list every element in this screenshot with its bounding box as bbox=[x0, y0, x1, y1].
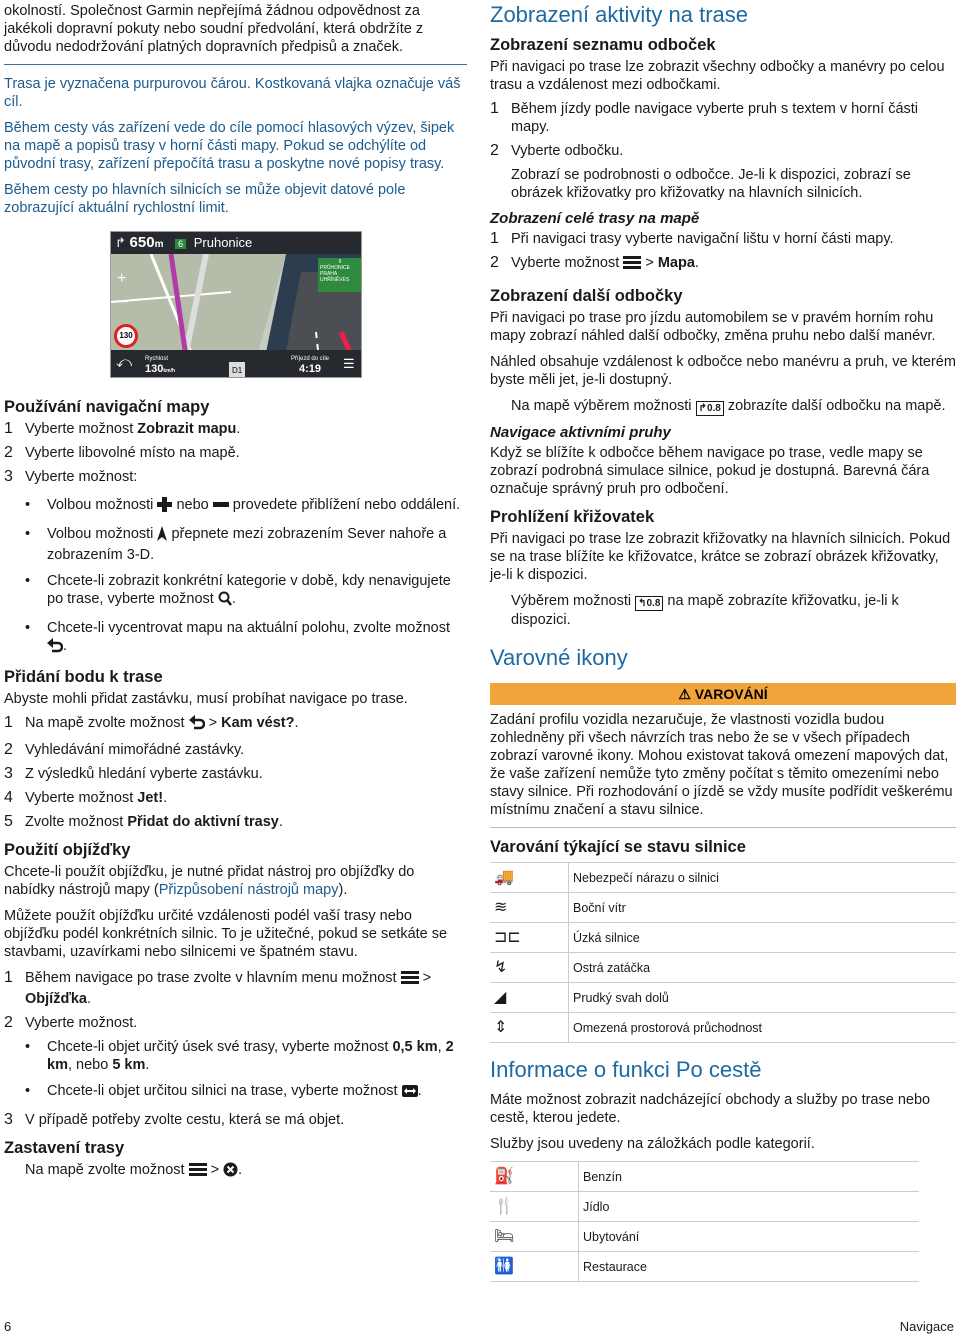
detour-road-icon bbox=[402, 1084, 418, 1103]
road-warning-table bbox=[490, 862, 956, 1043]
paragraph: Abyste mohli přidat zastávku, musí probíhat navigace po trase. bbox=[4, 691, 408, 707]
footer-section: Navigace bbox=[899, 1319, 954, 1334]
paragraph: Během cesty vás zařízení vede do cíle pomocí hlasových výzev, šipek na mapě a popisů trasy v horní části mapy. Pokud se odchýlíte od původní trasy, zařízení přepočítá trasu a poskytne nové popisy trasy. bbox=[4, 120, 455, 172]
table-row: ⇕ Omezená prostorová průchodnost bbox=[490, 1013, 956, 1043]
sharp-curve-icon: ↯ bbox=[494, 958, 508, 976]
bullet-item: • Chcete-li vycentrovat mapu na aktuální polohu, zvolte možnost . bbox=[4, 619, 467, 658]
step: 1 Během navigace po trase zvolte v hlavním menu možnost > Objížďka. bbox=[4, 969, 432, 1007]
paragraph: Během cesty po hlavních silnicích se může objevit datové pole zobrazující aktuální rychlostní limit. bbox=[4, 182, 406, 216]
paragraph: Když se blížíte k odbočce během navigace po trase, vedle mapy se zobrazí podrobná simulace silnice, pokud je dostupná. Barevná čára označuje správný pruh pro odbočení. bbox=[490, 445, 930, 497]
highway-sign: 6 PRŮHONICE PRAHA UHŘÍNĚVES bbox=[318, 258, 362, 292]
road-bump-icon: 🚚 bbox=[494, 868, 514, 886]
right-column bbox=[490, 0, 956, 1296]
table-row: ↯ Ostrá zatáčka bbox=[490, 953, 956, 983]
turn-distance: 650m bbox=[129, 234, 164, 251]
step: 2 Vyberte libovolné místo na mapě. bbox=[4, 444, 240, 461]
table-row: ◢ Prudký svah dolů bbox=[490, 983, 956, 1013]
table-row: 🛏 Ubytování bbox=[490, 1222, 919, 1252]
table-row: ⊐⊏ Úzká silnice bbox=[490, 923, 956, 953]
zoom-out-button[interactable]: − bbox=[119, 294, 129, 311]
back-icon[interactable]: ⤺ bbox=[116, 354, 133, 371]
section-heading: Přidání bodu k trase bbox=[4, 668, 163, 686]
search-icon bbox=[218, 591, 232, 611]
table-row: ≋ Boční vítr bbox=[490, 893, 956, 923]
bullet-item: • Volbou možnosti nebo provedete přiblížení nebo oddálení. bbox=[4, 496, 467, 517]
fuel-icon: ⛽ bbox=[494, 1167, 514, 1185]
paragraph: Na mapě výběrem možnosti ↱0.8 zobrazíte další odbočku na mapě. bbox=[511, 398, 946, 414]
chapter-heading: Varovné ikony bbox=[490, 645, 628, 670]
section-heading: Použití objížďky bbox=[4, 841, 131, 859]
page-number: 6 bbox=[4, 1319, 12, 1334]
eta-value: 4:19 bbox=[299, 363, 322, 375]
menu-icon[interactable]: ☰ bbox=[343, 356, 355, 371]
subsection-heading: Navigace aktivními pruhy bbox=[490, 424, 671, 441]
paragraph: Při navigaci po trase pro jízdu automobilem se v pravém horním rohu mapy zobrazí náhled další odbočky, změna pruhu nebo další manévr. bbox=[490, 310, 936, 344]
step: 1 Vyberte možnost Zobrazit mapu. bbox=[4, 420, 241, 437]
exit-badge: 6 bbox=[175, 239, 186, 249]
step: 4 Vyberte možnost Jet!. bbox=[4, 789, 168, 806]
step: 3 V případě potřeby zvolte cestu, která se má objet. bbox=[4, 1111, 345, 1128]
table-row: 🚻 Restaurace bbox=[490, 1252, 919, 1282]
speed-label: Rychlost bbox=[145, 356, 169, 362]
section-heading: Zastavení trasy bbox=[4, 1139, 125, 1157]
paragraph: okolností. Společnost Garmin nepřejímá žádnou odpovědnost za jakékoli dopravní pokuty nebo soudní předvolání, která obdržíte z důvodu nedodržování platných dopravních předpisů a značek. bbox=[4, 3, 424, 55]
paragraph: Trasa je vyznačena purpurovou čárou. Kostkovaná vlajka označuje váš cíl. bbox=[4, 76, 461, 110]
step: 1 Při navigaci trasy vyberte navigační lištu v horní části mapy. bbox=[490, 230, 894, 247]
bullet-item: • Chcete-li objet určitou silnici na trase, vyberte možnost . bbox=[4, 1082, 467, 1103]
minus-icon bbox=[213, 497, 229, 517]
junction-view-icon: ↰0.8 bbox=[635, 596, 663, 611]
paragraph: Máte možnost zobrazit nadcházející obchody a služby po trase nebo cestě, kterou jedete. bbox=[490, 1092, 931, 1126]
map-top-bar[interactable] bbox=[111, 232, 361, 254]
link-map-tools[interactable]: Přizpůsobení nástrojů mapy bbox=[158, 882, 339, 898]
section-heading: Prohlížení křižovatek bbox=[490, 508, 655, 526]
menu-icon bbox=[189, 1162, 207, 1182]
paragraph: Chcete-li použít objížďku, je nutné přidat nástroj pro objížďky do nabídky nástrojů mapy (Přizpůsobení nástrojů mapy). bbox=[4, 864, 415, 898]
step: 2 Vyberte odbočku. bbox=[490, 142, 624, 159]
paragraph: Náhled obsahuje vzdálenost k odbočce nebo manévru a pruh, ve kterém byste měli jet, je-li dostupný. bbox=[490, 354, 956, 388]
paragraph: Služby jsou uvedeny na záložkách podle kategorií. bbox=[490, 1136, 815, 1152]
street-name: Pruhonice bbox=[193, 235, 253, 250]
back-icon bbox=[47, 638, 63, 658]
food-icon: 🍴 bbox=[494, 1197, 514, 1215]
lodging-icon: 🛏 bbox=[494, 1227, 515, 1245]
crosswind-icon: ≋ bbox=[494, 898, 508, 916]
turn-arrow-icon: ↱ bbox=[115, 235, 126, 250]
warning-banner: ⚠ VAROVÁNÍ bbox=[490, 683, 956, 705]
eta-label: Příjezd do cíle bbox=[291, 356, 330, 362]
back-icon bbox=[189, 715, 205, 735]
step: 5 Zvolte možnost Přidat do aktivní trasy. bbox=[4, 813, 283, 830]
map-bottom-bar bbox=[111, 350, 361, 377]
divider bbox=[490, 827, 956, 828]
narrow-road-icon: ⊐⊏ bbox=[494, 928, 521, 946]
paragraph: Můžete použít objížďku určité vzdálenosti podél vaší trasy nebo objížďku podél konkrétních silnic. To je užitečné, pokud se setkáte se stavbami, uzavírkami nebo silnicemi ve špatném stavu. bbox=[4, 908, 448, 960]
bullet-item: • Chcete-li objet určitý úsek své trasy, vyberte možnost 0,5 km, 2 km, nebo 5 km. bbox=[25, 1039, 454, 1073]
step: 2 Vyberte možnost > Mapa. bbox=[490, 254, 956, 275]
step: 2 Vyhledávání mimořádné zastávky. bbox=[4, 741, 245, 758]
steep-descent-icon: ◢ bbox=[494, 988, 507, 1006]
bullet-item: • Volbou možnosti přepnete mezi zobrazením Sever nahoře a zobrazením 3-D. bbox=[25, 526, 447, 563]
zoom-in-button[interactable]: + bbox=[117, 270, 127, 287]
chapter-heading: Informace o funkci Po cestě bbox=[490, 1057, 762, 1082]
plus-icon bbox=[157, 497, 172, 517]
section-heading: Zobrazení další odbočky bbox=[490, 287, 683, 305]
chapter-heading: Zobrazení aktivity na trase bbox=[490, 2, 749, 27]
paragraph: Při navigaci po trase lze zobrazit křižovatky na hlavních silnicích. Pokud se na trase blížíte ke křižovatce, krátce se zobrazí obrázek křižovatky, je-li k dispozici. bbox=[490, 531, 951, 583]
left-column bbox=[4, 0, 467, 1190]
step: 3 Vyberte možnost: bbox=[4, 468, 138, 485]
paragraph: Zobrazí se podrobnosti o odbočce. Je-li k dispozici, zobrazí se obrázek křižovatky pro křižovatky na hlavních silnicích. bbox=[511, 167, 911, 201]
menu-icon bbox=[623, 255, 641, 275]
table-row: 🍴 Jídlo bbox=[490, 1192, 919, 1222]
step: 3 Z výsledků hledání vyberte zastávku. bbox=[4, 765, 263, 782]
road-name: D1 bbox=[229, 362, 245, 378]
section-heading: Varování týkající se stavu silnice bbox=[490, 838, 746, 856]
warning-icon: ⚠ bbox=[678, 686, 691, 702]
services-table bbox=[490, 1161, 919, 1282]
restroom-icon: 🚻 bbox=[494, 1257, 514, 1275]
north-arrow-icon bbox=[157, 526, 167, 546]
step: 1 Na mapě zvolte možnost > Kam vést?. bbox=[4, 714, 467, 735]
step: 2 Vyberte možnost. bbox=[4, 1014, 138, 1031]
paragraph: Zadání profilu vozidla nezaručuje, že vlastnosti vozidla budou zohledněny při všech návrzích tras nebo že se v všech případech zobrazí varovné ikony. Mohou existovat taková omezení mapových dat, že vaše zařízení nemůže tyto změny počítat s těmito omezeními nebo stavy silnice. Při rozhodování o jízdě se vždy musíte podřídit veškerému místnímu značení a stavu silnice. bbox=[490, 712, 953, 818]
stop-icon bbox=[223, 1162, 238, 1182]
speed-value: 130km/h bbox=[145, 363, 176, 375]
subsection-heading: Zobrazení celé trasy na mapě bbox=[490, 210, 700, 227]
paragraph: Výběrem možnosti ↰0.8 na mapě zobrazíte křižovatku, je-li k dispozici. bbox=[511, 593, 899, 628]
table-row: 🚚 Nebezpečí nárazu o silnici bbox=[490, 863, 956, 893]
bullet-item: • Chcete-li zobrazit konkrétní kategorie v době, kdy nenavigujete po trase, vyberte možnost . bbox=[4, 572, 467, 611]
divider bbox=[4, 64, 467, 65]
paragraph: Při navigaci po trase lze zobrazit všechny odbočky a manévry po celou trasu a vzdálenost mezi odbočkami. bbox=[490, 59, 945, 93]
menu-icon bbox=[401, 970, 419, 990]
paragraph: Na mapě zvolte možnost > . bbox=[4, 1161, 467, 1182]
table-row: ⛽ Benzín bbox=[490, 1162, 919, 1192]
step: 1 Během jízdy podle navigace vyberte pruh s textem v horní části mapy. bbox=[490, 100, 919, 135]
speed-limit-sign: 130 bbox=[114, 324, 138, 348]
next-turn-icon: ↱0.8 bbox=[696, 401, 724, 416]
map-screenshot bbox=[110, 231, 362, 378]
section-heading: Používání navigační mapy bbox=[4, 398, 210, 416]
height-restriction-icon: ⇕ bbox=[494, 1018, 508, 1036]
section-heading: Zobrazení seznamu odboček bbox=[490, 36, 716, 54]
